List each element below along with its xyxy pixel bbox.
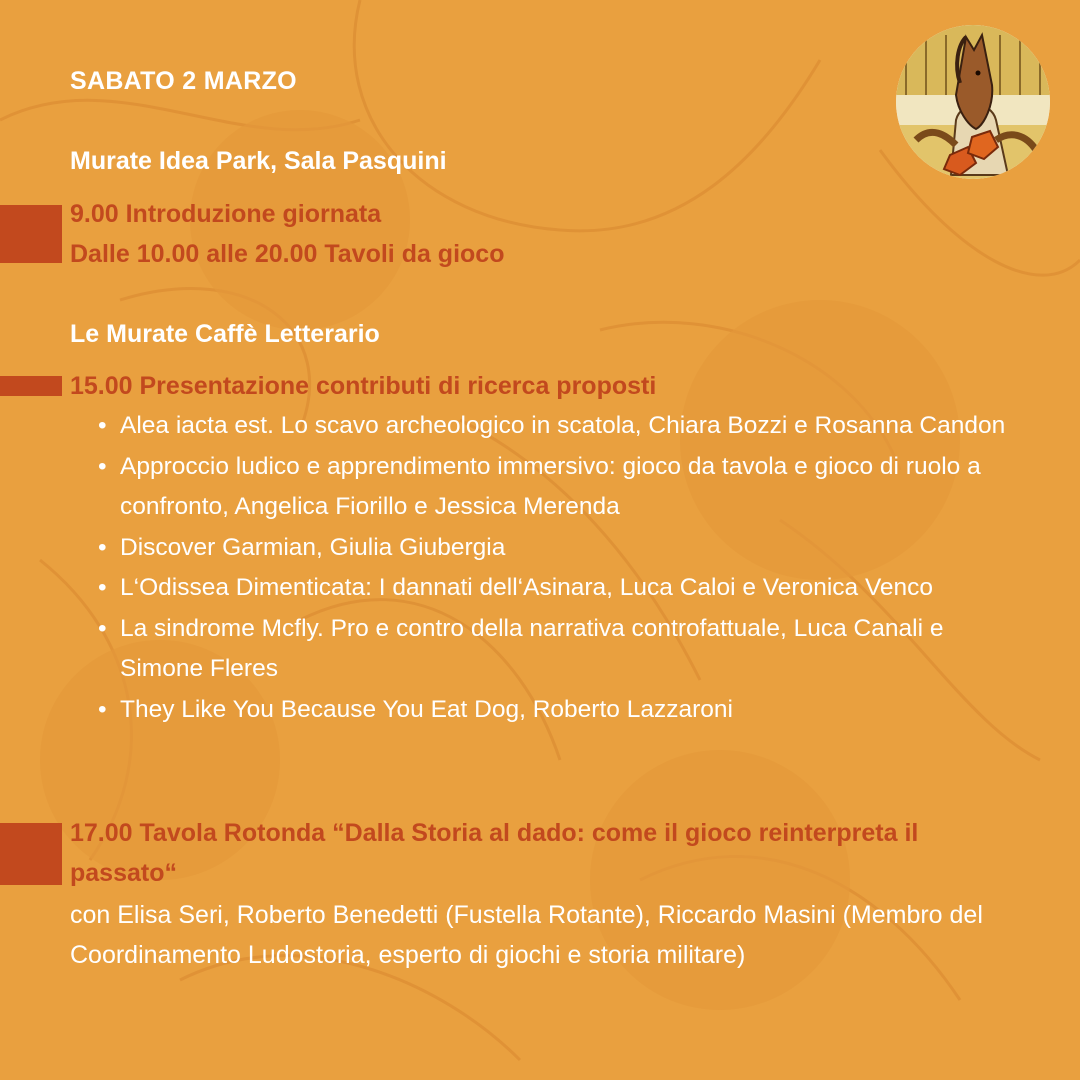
list-item: • They Like You Because You Eat Dog, Roberto Lazzaroni (70, 690, 1030, 731)
accent-bar (0, 376, 62, 396)
schedule-line: Dalle 10.00 alle 20.00 Tavoli da gioco (70, 240, 505, 268)
list-item: • La sindrome Mcfly. Pro e contro della narrativa controfattuale, Luca Canali e Simone Fleres (70, 609, 1030, 690)
horse-mascot-icon (896, 25, 1050, 179)
schedule-line: 9.00 Introduzione giornata (70, 200, 382, 228)
session-title: 15.00 Presentazione contributi di ricerca proposti (70, 372, 657, 400)
roundtable-guests: con Elisa Seri, Roberto Benedetti (Fustella Rotante), Riccardo Masini (Membro del Coordinamento Ludostoria, esperto di giochi e storia militare) (70, 901, 983, 969)
list-item: • Alea iacta est. Lo scavo archeologico in scatola, Chiara Bozzi e Rosanna Candon (70, 406, 1030, 447)
venue-heading: Le Murate Caffè Letterario (70, 320, 380, 348)
venue-heading: Murate Idea Park, Sala Pasquini (70, 147, 447, 175)
event-date: SABATO 2 MARZO (70, 67, 297, 95)
accent-bar (0, 205, 62, 263)
mascot-avatar (896, 25, 1050, 179)
accent-bar (0, 823, 62, 885)
roundtable-title: 17.00 Tavola Rotonda “Dalla Storia al dado: come il gioco reinterpreta il passato“ (70, 819, 919, 887)
talk-list (70, 406, 1030, 730)
list-item: • Discover Garmian, Giulia Giubergia (70, 528, 1030, 569)
list-item: • L‘Odissea Dimenticata: I dannati dell‘Asinara, Luca Caloi e Veronica Venco (70, 568, 1030, 609)
list-item: • Approccio ludico e apprendimento immersivo: gioco da tavola e gioco di ruolo a confronto, Angelica Fiorillo e Jessica Merenda (70, 447, 1030, 528)
